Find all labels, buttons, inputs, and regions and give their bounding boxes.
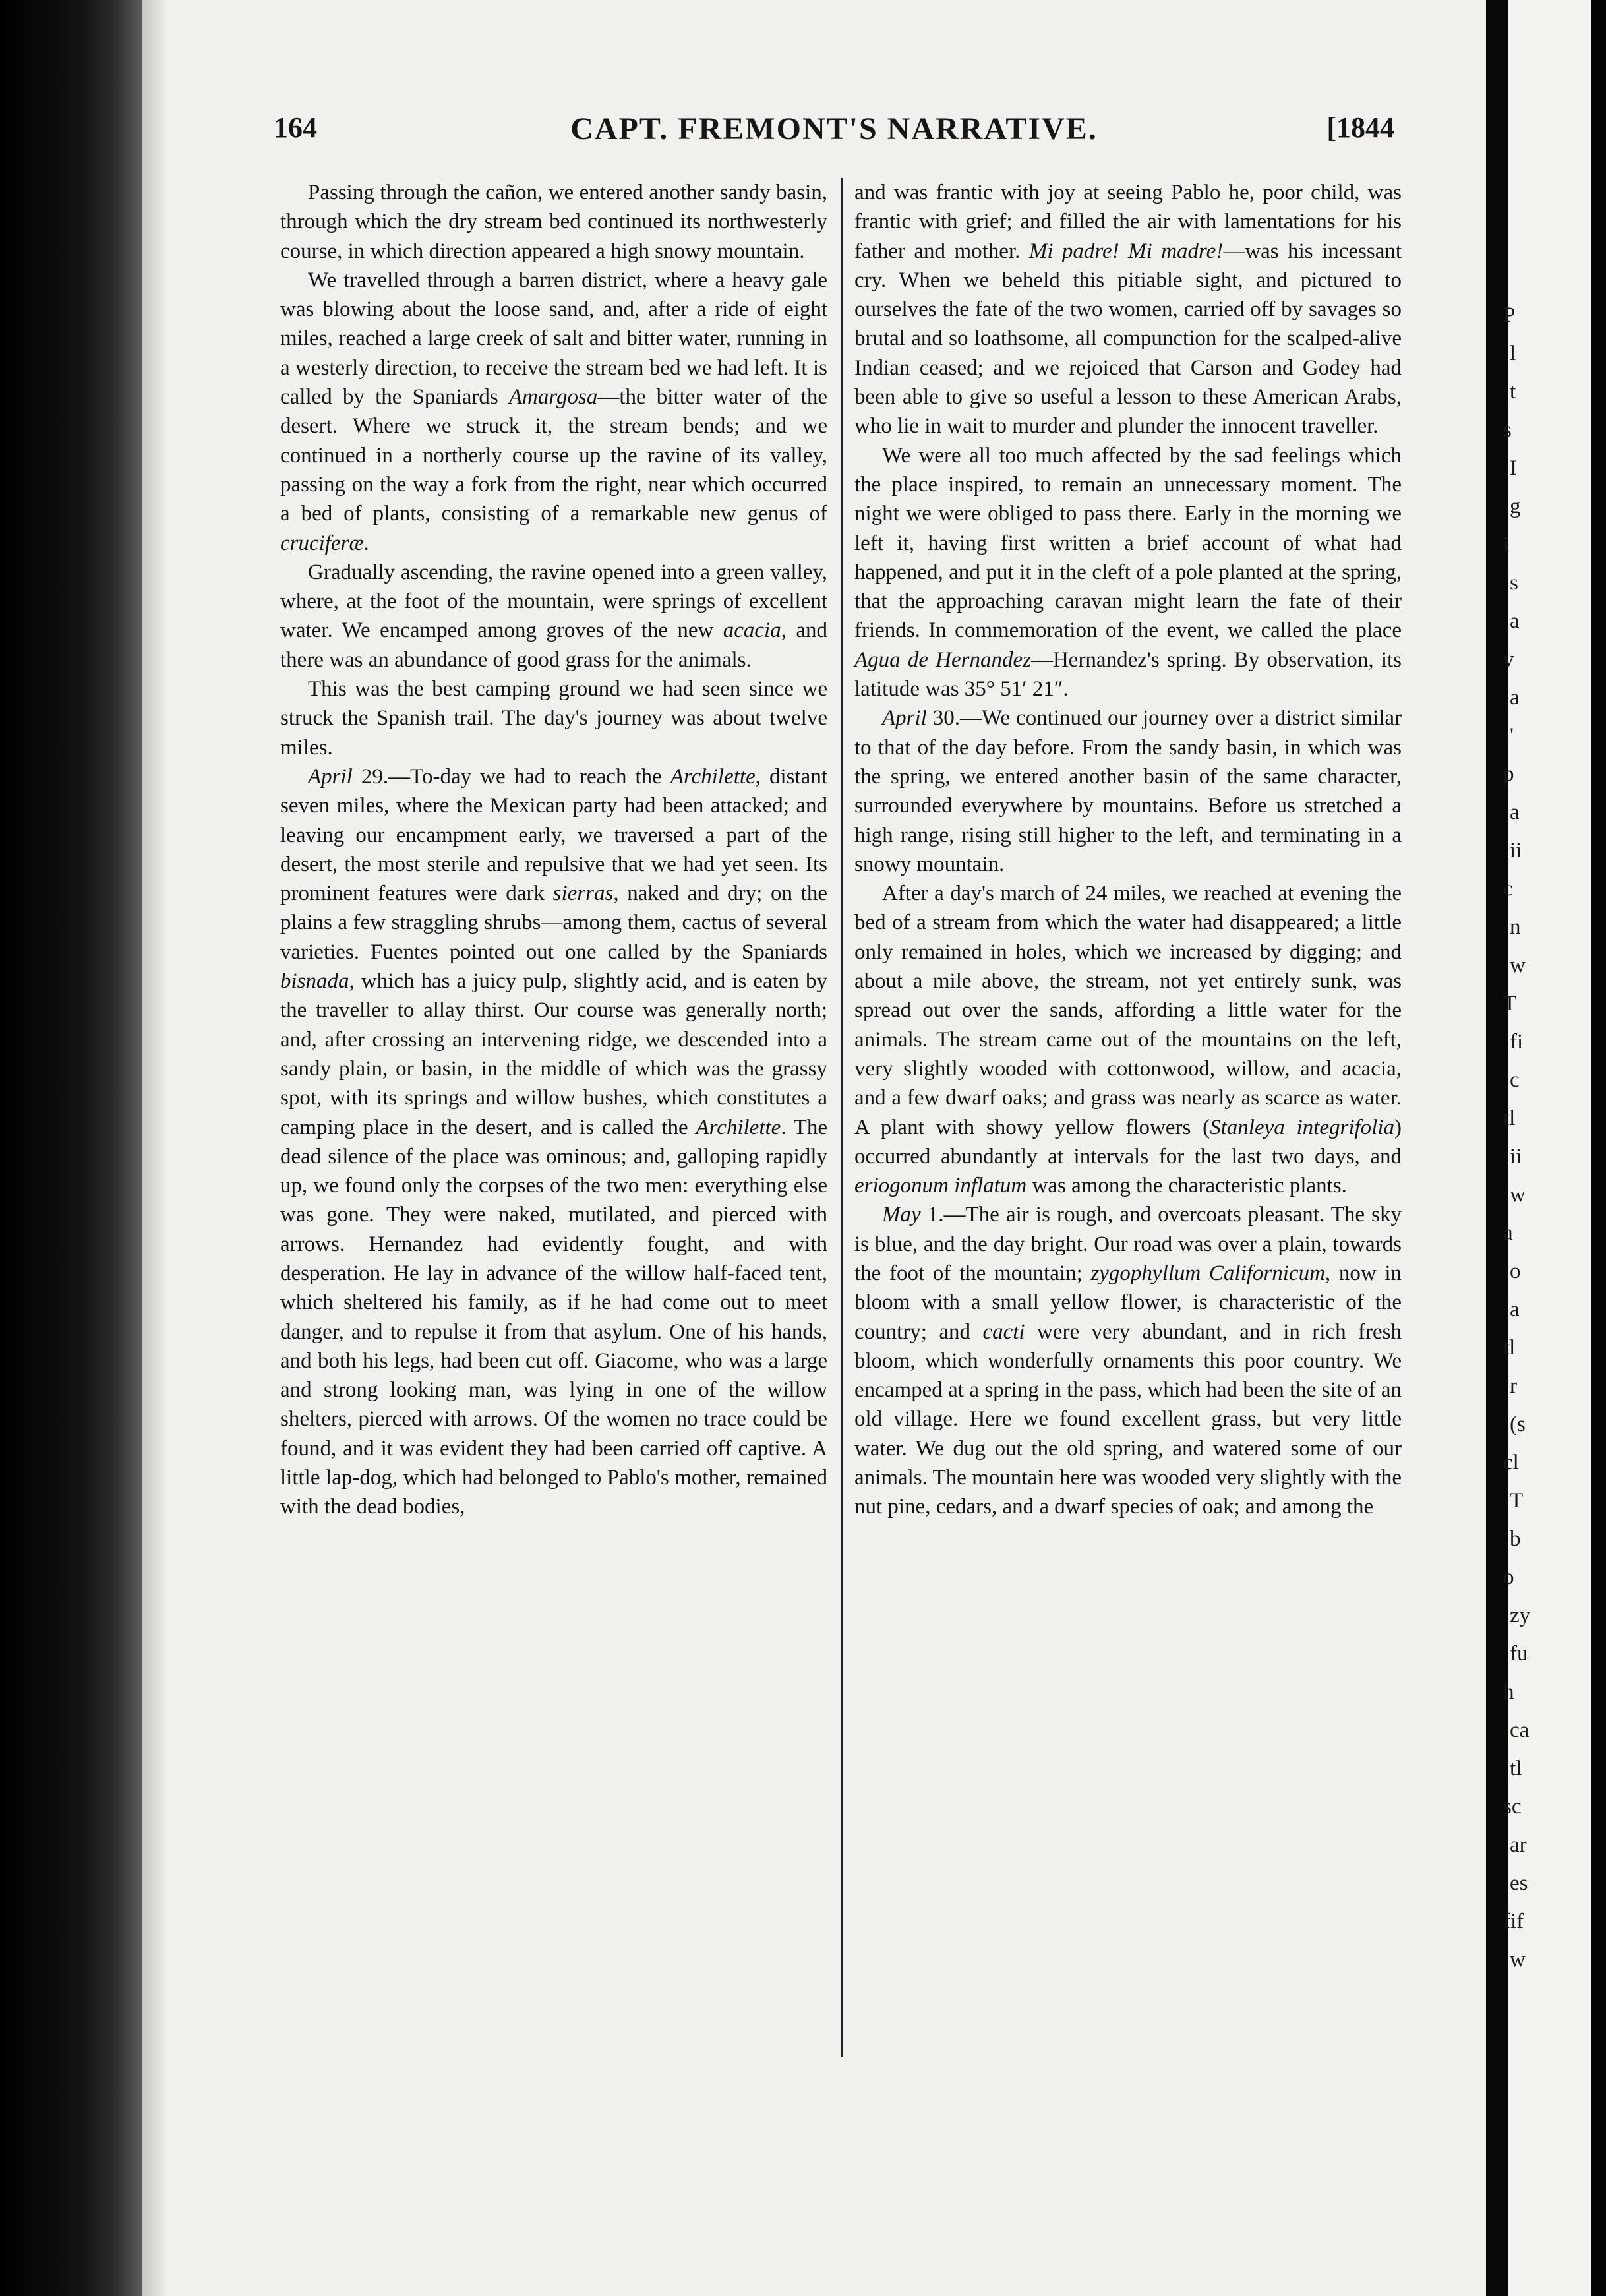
adjacent-page-fragment: ' — [1510, 724, 1514, 748]
adjacent-page-fragment: o — [1503, 1565, 1514, 1589]
adjacent-page-fragment: s — [1503, 418, 1512, 442]
adjacent-page-fragment: ar — [1510, 1833, 1527, 1857]
adjacent-page-fragment: i — [1503, 533, 1510, 557]
running-title: CAPT. FREMONT'S NARRATIVE. — [570, 111, 1098, 146]
adjacent-page-fragment: tl — [1510, 1757, 1522, 1780]
adjacent-page-fragment: t — [1510, 380, 1516, 404]
adjacent-page-fragment: T — [1503, 992, 1517, 1015]
adjacent-page-fragment: a — [1510, 1298, 1520, 1321]
adjacent-page-fragment: b — [1510, 1527, 1521, 1551]
paragraph: and was frantic with joy at seeing Pablo he, poor child, was frantic with grief; and filled the air with lamentations for his father and mother. Mi padre! Mi madre!—was his incessant cry. When we beheld this pitiable sight, and pictured to ourselves the fate of the two women, carried off by savages so brutal and so loathsome, all compunction for the scalped-alive Indian ceased; and we rejoiced that Carson and Godey had been able to give so useful a lesson to these American Arabs, who lie in wait to murder and plunder the innocent traveller. — [854, 181, 1402, 438]
paragraph: We travelled through a barren district, where a heavy gale was blowing about the loose sand, and, after a ride of eight miles, reached a large creek of salt and bitter water, running in a westerly direction, to receive the stream bed we had left. It is called by the Spaniards Amargosa—the bitter water of the desert. Where we struck it, the stream bends; and we continued in a northerly course up the ravine of its valley, passing on the way a fork from the right, near which occurred a bed of plants, consisting of a remarkable new genus of cruciferæ. — [280, 268, 827, 555]
book-binding-shadow — [0, 0, 142, 2296]
paragraph: April 30.—We continued our journey over a district similar to that of the day before. From the sandy basin, in which was the spring, we entered another basin of the same character, surrounded everywhere by mountains. Before us stretched a high range, rising still higher to the left, and terminating in a snowy mountain. — [854, 706, 1402, 876]
adjacent-page-fragment: n — [1510, 915, 1521, 939]
adjacent-page-fragment: ca — [1510, 1718, 1530, 1742]
adjacent-page-fragment: c — [1503, 877, 1513, 901]
text-column-left — [280, 178, 827, 1522]
text-column-right — [854, 178, 1402, 1522]
adjacent-page-fragment: zy — [1510, 1604, 1531, 1627]
paragraph: Gradually ascending, the ravine opened into a green valley, where, at the foot of the mountain, were springs of excellent water. We encamped among groves of the new acacia, and there was an abundance of good grass for the animals. — [280, 560, 827, 672]
adjacent-page-fragment: P — [1503, 303, 1516, 327]
adjacent-page-fragment: w — [1510, 1948, 1526, 1972]
adjacent-page-fragment: o — [1510, 1259, 1521, 1283]
adjacent-page-fragment: tl — [1503, 1106, 1516, 1130]
running-year: [1844 — [1326, 111, 1394, 144]
adjacent-page-fragment: r — [1510, 1374, 1517, 1398]
adjacent-page-fragment: fu — [1510, 1642, 1528, 1666]
column-divider — [841, 178, 843, 2057]
adjacent-page-fragment: es — [1510, 1871, 1528, 1895]
adjacent-page-fragment: w — [1510, 953, 1526, 977]
adjacent-page-fragment: p — [1503, 762, 1514, 786]
adjacent-page-fragment: fi — [1510, 1030, 1524, 1054]
adjacent-page-fragment: v — [1503, 648, 1514, 671]
running-header — [274, 111, 1394, 157]
scan-edge — [1591, 0, 1606, 2296]
adjacent-page-fragment: a — [1503, 1221, 1513, 1245]
adjacent-page-fragment: ii — [1510, 839, 1522, 862]
adjacent-page-fragment: I — [1510, 456, 1517, 480]
adjacent-page-fragment: ii — [1510, 1145, 1522, 1168]
paragraph: Passing through the cañon, we entered another sandy basin, through which the dry stream bed continued its northwesterly course, in which direction appeared a high snowy mountain. — [280, 181, 827, 263]
adjacent-page-fragment: a — [1510, 686, 1520, 710]
adjacent-page-fragment: T — [1510, 1489, 1524, 1513]
paragraph: This was the best camping ground we had seen since we struck the Spanish trail. The day's journey was about twelve miles. — [280, 677, 827, 760]
paragraph: After a day's march of 24 miles, we reached at evening the bed of a stream from which the water had disappeared; a little only remained in holes, which we increased by digging; and about a mile above, the stream, not yet entirely sunk, was spread out over the sands, affording a little water for the animals. The stream came out of the mountains on the left, very slightly wooded with cottonwood, willow, and acacia, and a few dwarf oaks; and grass was nearly as scarce as water. A plant with showy yellow flowers (Stanleya integrifolia) occurred abundantly at intervals for the last two days, and eriogonum inflatum was among the characteristic plants. — [854, 882, 1402, 1198]
page-number: 164 — [274, 111, 317, 144]
adjacent-page-fragment: w — [1510, 1183, 1526, 1207]
adjacent-page-fragment: h — [1503, 1680, 1514, 1704]
adjacent-page-fragment: (s — [1510, 1412, 1526, 1436]
adjacent-page-fragment: cl — [1503, 1451, 1519, 1474]
adjacent-page-fragment: fif — [1503, 1910, 1524, 1933]
adjacent-page-fragment: l — [1510, 342, 1516, 365]
page-gutter — [1486, 0, 1508, 2296]
adjacent-page-fragment: a — [1510, 801, 1520, 824]
adjacent-page-fragment: s — [1510, 571, 1518, 595]
adjacent-page-fragment: tl — [1503, 1336, 1516, 1360]
paragraph: May 1.—The air is rough, and overcoats pleasant. The sky is blue, and the day bright. Our road was over a plain, towards the foot of the mountain; zygophyllum Californicum, now in bloom with a small yellow flower, is characteristic of the country; and cacti were very abundant, and in rich fresh bloom, which wonderfully ornaments this poor country. We encamped at a spring in the pass, which had been the site of an old village. Here we found excellent grass, but very little water. We dug out the old spring, and watered some of our animals. The mountain here was wooded very slightly with the nut pine, cedars, and a dwarf species of oak; and among the — [854, 1203, 1402, 1519]
adjacent-page-fragment: g — [1510, 495, 1521, 518]
paragraph: We were all too much affected by the sad feelings which the place inspired, to remain an unnecessary moment. The night we were obliged to pass there. Early in the morning we left it, having first written a brief account of what had happened, and put it in the cleft of a pole planted at the spring, that the approaching caravan might learn the fate of their friends. In commemoration of the event, we called the place Agua de Hernandez—Hernandez's spring. By observation, its latitude was 35° 51′ 21″. — [854, 443, 1402, 702]
adjacent-page-fragment: a — [1510, 609, 1520, 633]
adjacent-page-fragment: c — [1510, 1068, 1520, 1092]
adjacent-page-fragment: sc — [1503, 1795, 1522, 1819]
paragraph: April 29.—To-day we had to reach the Archilette, distant seven miles, where the Mexican party had been attacked; and leaving our encampment early, we traversed a part of the desert, the most sterile and repulsive that we had yet seen. Its prominent features were dark sierras, naked and dry; on the plains a few straggling shrubs—among them, cactus of several varieties. Fuentes pointed out one called by the Spaniards bisnada, which has a juicy pulp, slightly acid, and is eaten by the traveller to allay thirst. Our course was generally north; and, after crossing an intervening ridge, we descended into a sandy plain, or basin, in the middle of which was the grassy spot, with its springs and willow bushes, which constitutes a camping place in the desert, and is called the Archilette. The dead silence of the place was ominous; and, galloping rapidly up, we found only the corpses of the two men: everything else was gone. They were naked, mutilated, and pierced with arrows. Hernandez had evidently fought, and with desperation. He lay in advance of the willow half-faced tent, which sheltered his family, as if he had come out to meet danger, and to repulse it from that asylum. One of his hands, and both his legs, had been cut off. Giacome, who was a large and strong looking man, was lying in one of the willow shelters, pierced with arrows. Of the women no trace could be found, and it was evident they had been carried off captive. A little lap-dog, which had belonged to Pablo's mother, remained with the dead bodies, — [280, 764, 827, 1519]
